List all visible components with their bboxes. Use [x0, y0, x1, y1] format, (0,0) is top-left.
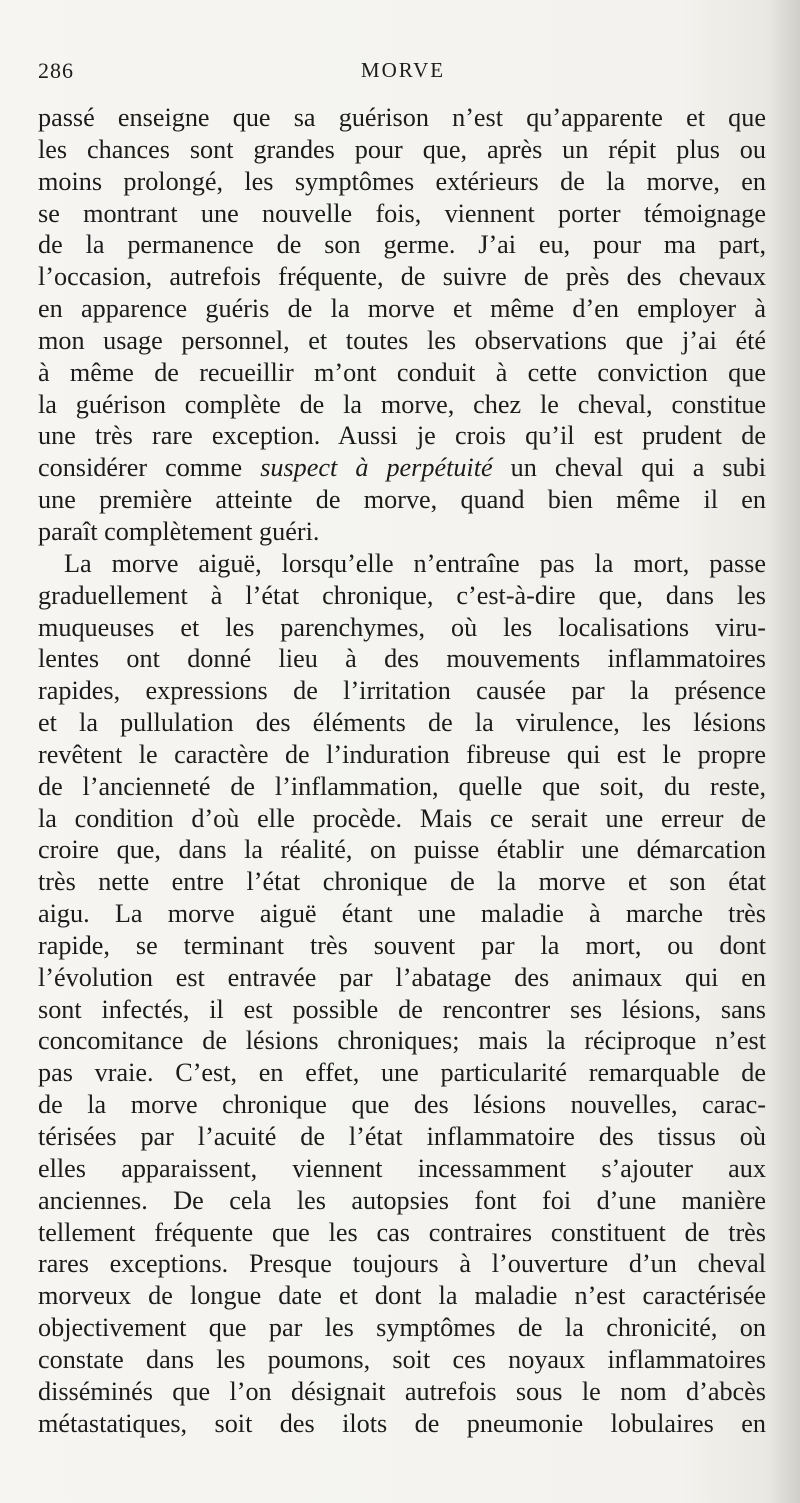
text-line: revêtent le caractère de l’induration fibreuse qui est le propre [38, 739, 766, 769]
text-line: rares exceptions. Presque toujours à l’ouverture d’un cheval [38, 1249, 766, 1279]
text-line: de la permanence de son germe. J’ai eu, pour ma part, [38, 230, 766, 260]
text-line: et la pullulation des éléments de la virulence, les lésions [38, 708, 766, 738]
text-line: concomitance de lésions chroniques; mais la réciproque n’est [38, 1026, 766, 1056]
text-line: tellement fréquente que les cas contraires constituent de très [38, 1217, 766, 1247]
text-line: très nette entre l’état chronique de la morve et son état [38, 867, 766, 897]
text-line: muqueuses et les parenchymes, où les localisations viru- [38, 612, 766, 642]
text-line: morveux de longue date et dont la maladie n’est caractérisée [38, 1281, 766, 1311]
text-line: une première atteinte de morve, quand bien même il en [38, 485, 766, 515]
text-line: anciennes. De cela les autopsies font foi d’une manière [38, 1185, 766, 1215]
text-line: de la morve chronique que des lésions nouvelles, carac- [38, 1090, 766, 1120]
text-line: l’occasion, autrefois fréquente, de suivre de près des chevaux [38, 262, 766, 292]
text-line: métastatiques, soit des ilots de pneumonie lobulaires en [38, 1408, 766, 1438]
text-line: se montrant une nouvelle fois, viennent porter témoignage [38, 198, 766, 228]
text-line: les chances sont grandes pour que, après un répit plus ou [38, 134, 766, 164]
page-header [38, 58, 768, 92]
text-line: à même de recueillir m’ont conduit à cette conviction que [38, 357, 766, 387]
text-line: constate dans les poumons, soit ces noyaux inflammatoires [38, 1344, 766, 1374]
text-line: moins prolongé, les symptômes extérieurs de la morve, en [38, 166, 766, 196]
text-line: elles apparaissent, viennent incessamment s’ajouter aux [38, 1153, 766, 1183]
text-line: paraît complètement guéri. [38, 516, 320, 546]
text-line: l’évolution est entravée par l’abatage des animaux qui en [38, 962, 766, 992]
text-line: pas vraie. C’est, en effet, une particularité remarquable de [38, 1058, 766, 1088]
paragraph-1 [38, 102, 766, 548]
text-line: la condition d’où elle procède. Mais ce serait une erreur de [38, 803, 766, 833]
text-line: térisées par l’acuité de l’état inflammatoire des tissus où [38, 1122, 766, 1151]
text-line: la guérison complète de la morve, chez le cheval, constitue [38, 389, 766, 419]
text-line: rapide, se terminant très souvent par la mort, ou dont [38, 930, 766, 960]
text-run: considérer comme [38, 453, 261, 483]
text-line: objectivement que par les symptômes de la chronicité, on [38, 1313, 766, 1343]
text-line: sont infectés, il est possible de rencontrer ses lésions, sans [38, 994, 766, 1024]
paragraph-2 [38, 548, 766, 1440]
italic-phrase: suspect à perpétuité [260, 453, 493, 483]
body-text [38, 102, 766, 1439]
text-line: mon usage personnel, et toutes les observations que j’ai été [38, 325, 766, 355]
text-line: croire que, dans la réalité, on puisse établir une démarcation [38, 835, 766, 865]
text-line: en apparence guéris de la morve et même d’en employer à [38, 294, 766, 324]
text-line-with-emphasis [38, 452, 766, 484]
text-run: un cheval qui a subi [492, 453, 767, 483]
text-line: disséminés que l’on désignait autrefois sous le nom d’abcès [38, 1376, 766, 1406]
text-line: aigu. La morve aiguë étant une maladie à marche très [38, 899, 766, 929]
text-line: rapides, expressions de l’irritation causée par la présence [38, 676, 766, 706]
text-line: passé enseigne que sa guérison n’est qu’apparente et que [38, 103, 766, 132]
text-line: une très rare exception. Aussi je crois qu’il est prudent de [38, 421, 766, 451]
page-number: 286 [38, 58, 74, 83]
text-line: de l’ancienneté de l’inflammation, quelle que soit, du reste, [38, 771, 766, 801]
text-line: lentes ont donné lieu à des mouvements inflammatoires [38, 644, 766, 674]
text-line: graduellement à l’état chronique, c’est-à-dire que, dans les [38, 580, 766, 610]
running-head: MORVE [360, 58, 446, 82]
text-line: La morve aiguë, lorsqu’elle n’entraîne pas la mort, passe [64, 548, 766, 578]
